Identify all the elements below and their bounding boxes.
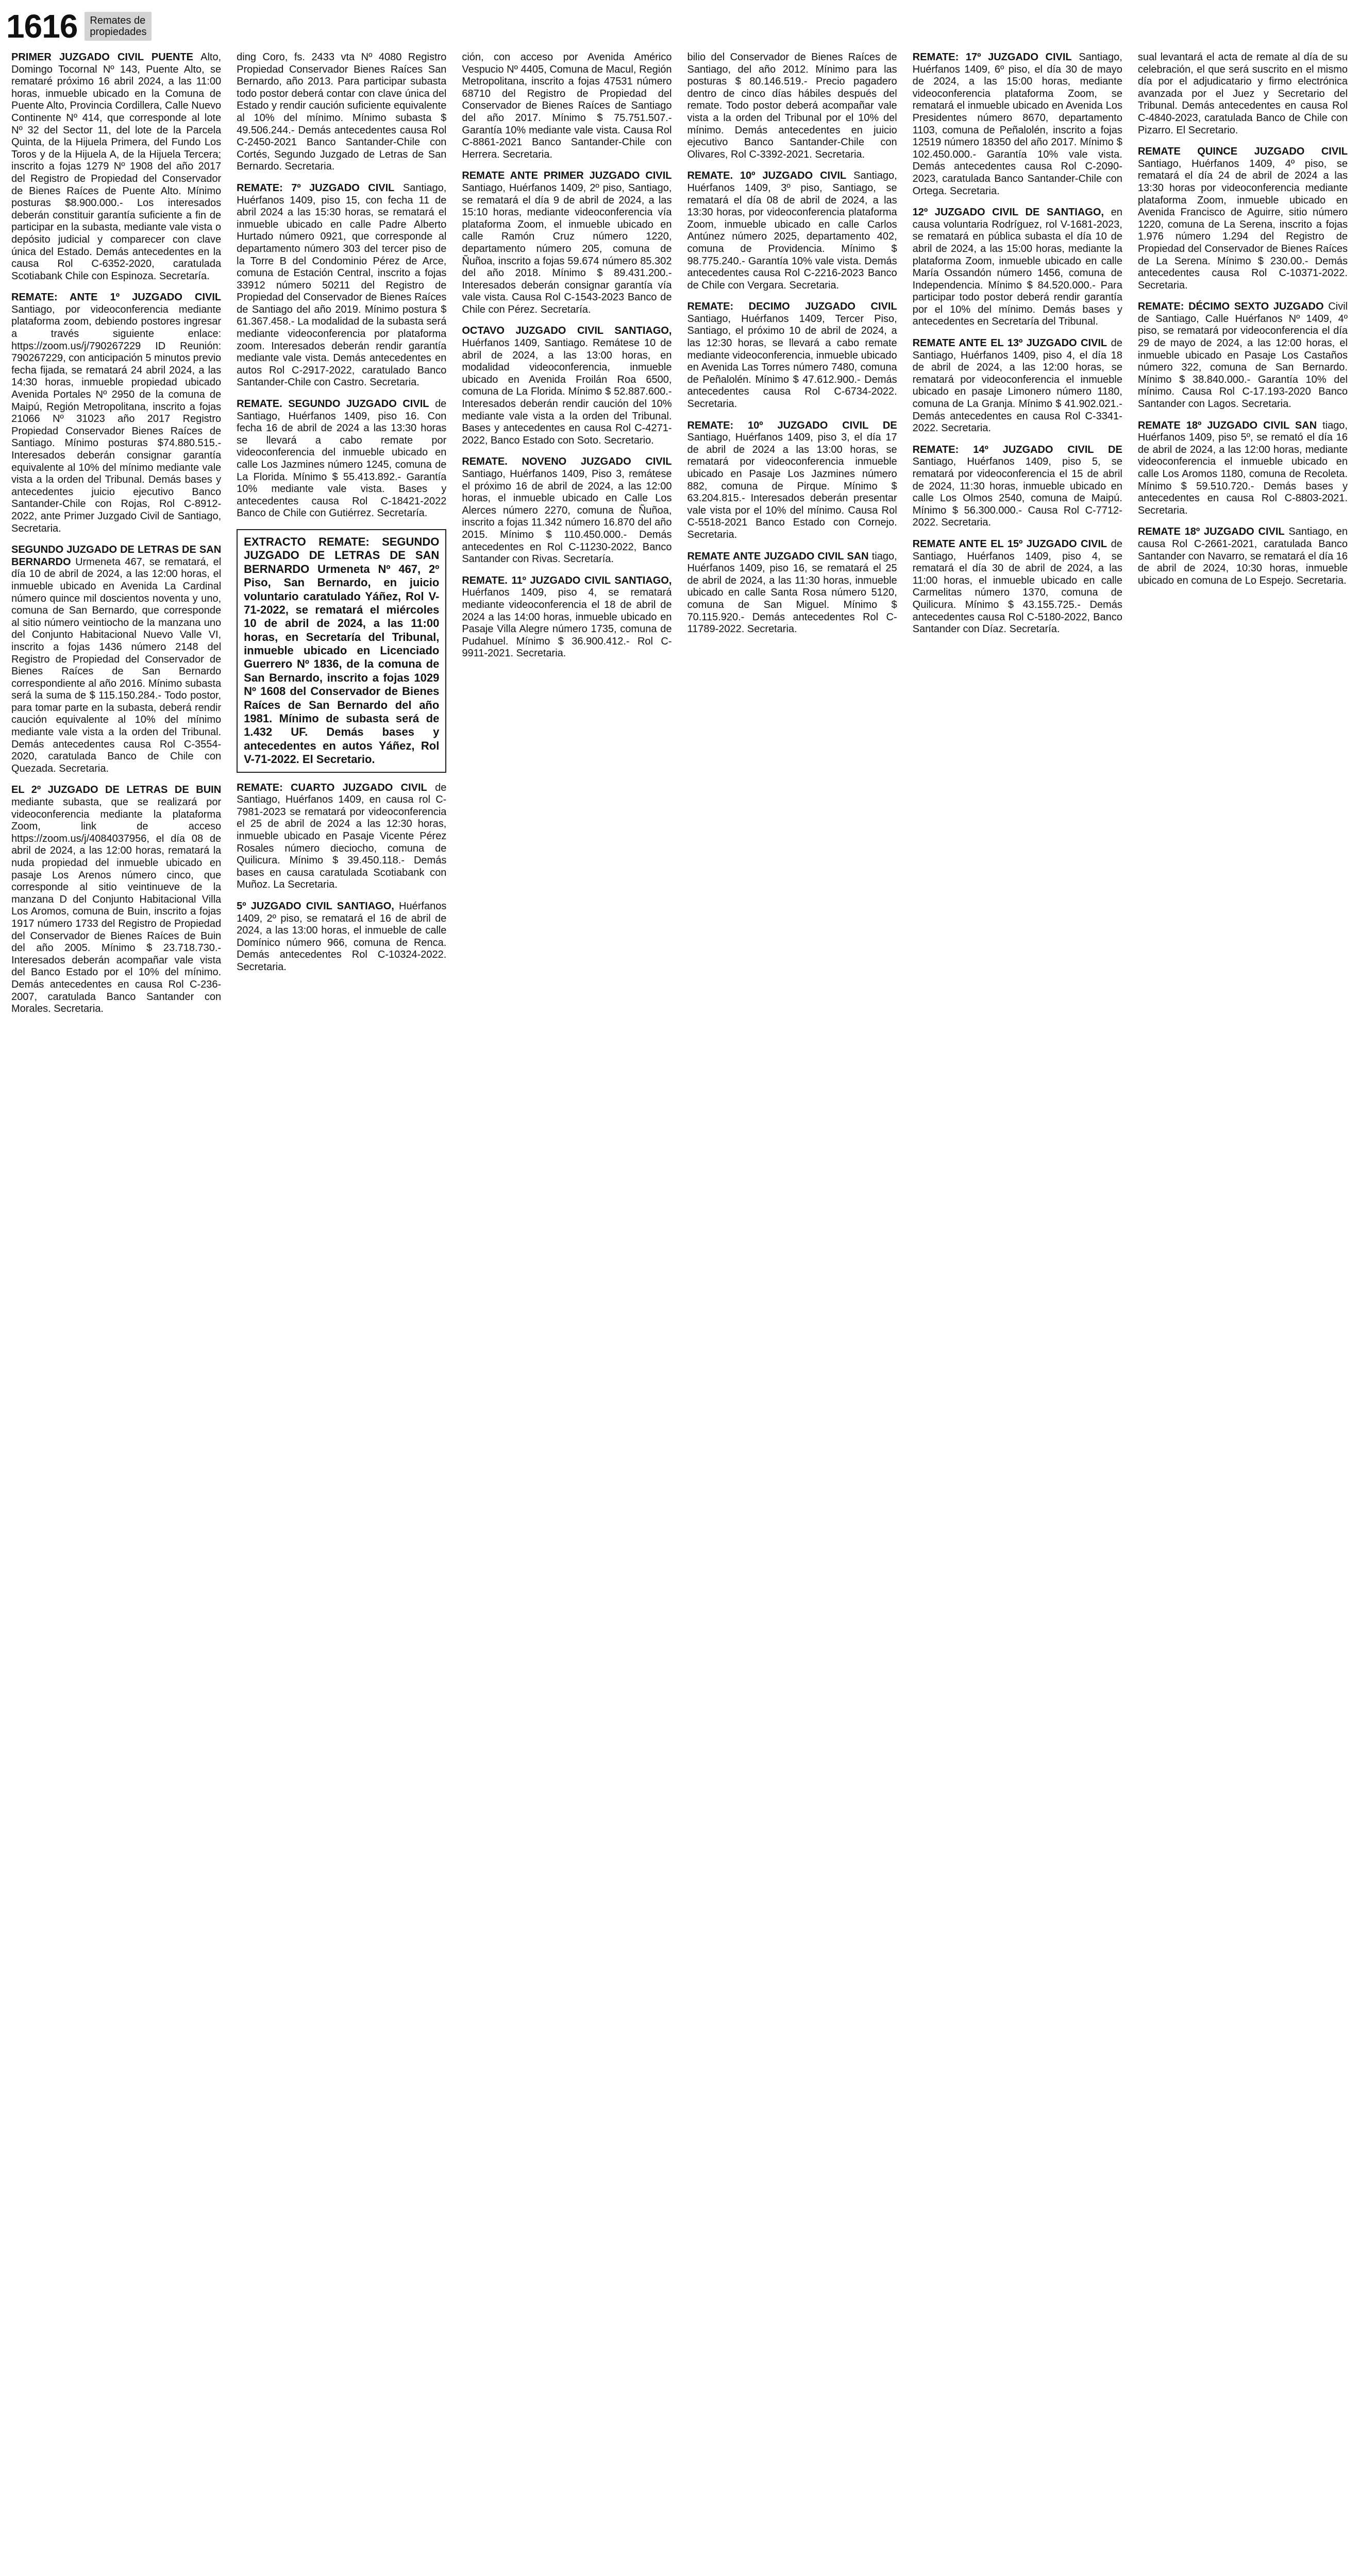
column-5 — [913, 52, 1122, 2576]
legal-notice — [237, 901, 446, 974]
notice-title: OCTAVO JUZGADO CIVIL SANTIAGO, — [462, 325, 672, 337]
legal-notice — [11, 52, 221, 282]
notice-title: REMATE: 10º JUZGADO CIVIL DE — [687, 419, 897, 431]
notice-title: REMATE: 17º JUZGADO CIVIL — [912, 52, 1072, 63]
notice-body: de Santiago, Huérfanos 1409, piso 16. Con fecha 16 de abril de 2024 a las 13:30 horas se llevará a cabo remate por videoconferencia del inmueble ubicado en calle Los Jazmines número 1245, comuna de La Florida. Mínimo $ 55.413.892.- Garantía 10% mediante vale vista. Bases y antecedentes causa Rol C-18421-2022 Banco de Chile con Gutiérrez. Secretaría. — [237, 398, 447, 519]
legal-notice — [913, 207, 1122, 328]
notice-body: Santiago, Huérfanos 1409, Piso 3, remátese el próximo 16 de abril de 2024, a las 12:00 horas, el inmueble ubicado en Calle Los Alerces número 2270, comuna de Ñuñoa, inscrito a fojas 11.342 número 16.870 del año 2015. Mínimo $ 110.450.000.- Demás antecedentes en Rol C-11230-2022, Banco Santander con Rivas. Secretaría. — [462, 468, 672, 565]
notice-title: REMATE: CUARTO JUZGADO CIVIL — [237, 782, 427, 793]
notice-title: REMATE 18º JUZGADO CIVIL SAN — [1137, 419, 1317, 431]
legal-notice — [11, 544, 221, 775]
column-4 — [687, 52, 897, 2576]
notice-title: 5º JUZGADO CIVIL SANTIAGO, — [237, 900, 394, 912]
notice-title: PRIMER JUZGADO CIVIL PUENTE — [11, 52, 194, 63]
notice-title: EXTRACTO REMATE: SEGUNDO JUZGADO DE LETRAS DE SAN BERNARDO — [244, 535, 440, 575]
legal-notice — [687, 170, 897, 292]
notice-body: Santiago, Huérfanos 1409, piso 5, se rematará por videoconferencia el 15 de abril de 2024, 11:30 horas, inmueble ubicado en calle Los Olmos 2540, comuna de Maipú. Mínimo $ 56.300.000.- Causa Rol C-7712-2022. Secretaria. — [912, 456, 1122, 529]
notice-title: REMATE ANTE EL 13º JUZGADO CIVIL — [912, 337, 1108, 349]
legal-notice — [687, 551, 897, 636]
notice-title: REMATE: 14º JUZGADO CIVIL DE — [912, 444, 1122, 455]
legal-notice — [687, 420, 897, 541]
notice-title: SEGUNDO JUZGADO DE LETRAS DE SAN BERNARDO — [11, 544, 222, 568]
notice-body: Santiago, por videoconferencia mediante plataforma zoom, debiendo postores ingresar a través siguiente enlace: https://zoom.us/j/790267229 ID Reunión: 790267229, con anticipación 5 minutos previo fecha fijada, se rematará 24 abril 2024, a las 14:30 horas, inmueble propiedad ubicado Avenida Portales Nº 2950 de la comuna de Maipú, Región Metropolitana, inscrito a fojas 21066 Nº 31023 año 2017 Registro Propiedad Conservador Bienes Raíces de Santiago. Mínimo posturas $74.880.515.- Interesados deberán consignar garantía equivalente al 10% del mínimo mediante vale vista a la orden del Tribunal. Demás bases y antecedentes juicio ejecutivo Banco Santander-Chile con Rojas, Rol C-8912-2022, ante Primer Juzgado Civil de Santiago, Secretaria. — [11, 303, 222, 534]
notice-title: REMATE: 7º JUZGADO CIVIL — [237, 182, 395, 194]
notice-body: Huérfanos 1409, piso 4, se rematará mediante videoconferencia el 18 de abril de 2024 a las 14:00 horas, inmueble ubicado en Pasaje Villa Alegre número 1735, comuna de Pudahuel. Mínimo $ 36.900.412.- Rol C-9911-2021. Secretaria. — [462, 587, 672, 659]
legal-notice — [1138, 526, 1348, 587]
legal-notice — [462, 52, 672, 161]
notice-body: en causa voluntaria Rodríguez, rol V-1681-2023, se rematará en pública subasta el día 10 de abril de 2024, a las 15:00 horas, mediante la plataforma Zoom, inmueble ubicado en calle María Ossandón número 1456, comuna de Independencia. Mínimo $ 84.520.000.- Para participar todo postor deberá rendir garantía por el 10% del mínimo. Demás bases y antecedentes en Secretaría del Tribunal. — [912, 207, 1122, 328]
legal-notice — [237, 782, 446, 891]
legal-notice — [11, 784, 221, 1015]
notice-body: Santiago, Huérfanos 1409, 4º piso, se rematará el día 24 de abril de 2024 a las 13:30 horas por videoconferencia mediante plataforma Zoom, inmueble ubicado en Avenida Francisco de Aguirre, sitio número 1220, comuna de La Serena, inscrito a fojas 1.976 número 1.294 del Registro de Propiedad del Conservador de Bienes Raíces de La Serena. Mínimo $ 230.00.- Demás antecedentes causa Rol C-10371-2022. Secretaria. — [1137, 158, 1348, 291]
legal-notice — [1138, 146, 1348, 292]
notice-title: REMATE QUINCE JUZGADO CIVIL — [1137, 146, 1348, 158]
notice-body: sual levantará el acta de remate al día de su celebración, el que será suscrito en el mismo día por el adjudicatario y firmo electrónica avanzada por el Juez y Secretario del Tribunal. Demás antecedentes en causa Rol C-4840-2023, caratulada Banco de Chile con Pizarro. El Secretario. — [1137, 52, 1348, 136]
legal-notice — [237, 529, 446, 773]
notice-title: REMATE ANTE JUZGADO CIVIL SAN — [687, 550, 869, 562]
column-6 — [1138, 52, 1348, 2576]
notice-body: de Santiago, Huérfanos 1409, en causa rol C-7981-2023 se rematará por videoconferencia el 25 de abril de 2024 a las 12:30 horas, inmueble ubicado en Pasaje Vicente Pérez Rosales número dieciocho, comuna de Quilicura. Mínimo $ 39.450.118.- Demás bases en causa caratulada Scotiabank con Muñoz. La Secretaria. — [237, 782, 447, 891]
notice-body: Alto, Domingo Tocornal Nº 143, Puente Alto, se remataré próximo 16 abril 2024, a las 11:00 horas, inmueble ubicado en la Comuna de Puente Alto, Provincia Cordillera, Calle Nuevo Continente Nº 414, que corresponde al lote Nº 32 del Sector 11, del lote de la Parcela Quinta, de la Hijuela Primera, del Fundo Los Toros y de la Hijuela A, de la Hijuela Tercera; inscrito a fojas 1279 Nº 1908 del año 2017 del Registro de Propiedad del Conservador de Bienes Raíces de Puente Alto. Mínimo posturas $8.900.000.- Los interesados deberán constituir garantía suficiente a fin de participar en la subasta, mediante vale vista o depósito judicial y comparecer con clave única del Estado. Demás antecedentes en la causa Rol C-6352-2020, caratulada Scotiabank Chile con Espinoza. Secretaría. — [11, 52, 222, 282]
legal-notice — [687, 52, 897, 161]
legal-notice — [237, 182, 446, 389]
legal-notice — [462, 325, 672, 447]
notice-body: mediante subasta, que se realizará por videoconferencia mediante la plataforma Zoom, link de acceso https://zoom.us/j/4084037956, el día 08 de abril de 2024, a las 12:00 horas, rematará la nuda propiedad del inmueble ubicado en pasaje Los Arenos número cinco, que corresponde al sitio veintinueve de la manzana D del Conjunto Habitacional Villa Los Aromos, comuna de Buin, inscrito a fojas 1917 número 1733 del Registro de Propiedad del Conservador de Bienes Raíces de Buin del año 2005. Mínimo $ 23.718.730.- Interesados deberán acompañar vale vista del Banco Estado por el 10% del mínimo. Demás antecedentes en causa Rol C-236-2007, caratulada Banco Santander con Morales. Secretaria. — [11, 796, 222, 1015]
notice-body: ding Coro, fs. 2433 vta Nº 4080 Registro Propiedad Conservador Bienes Raíces San Bernardo, año 2013. Para participar subasta todo postor deberá contar con clave única del Estado y rendir caución suficiente equivalente al 10% del mínimo. Mínimo subasta $ 49.506.244.- Demás antecedentes causa Rol C-2450-2021 Banco Santander-Chile con Cortés, Segundo Juzgado de Letras de San Bernardo. Secretaria. — [237, 52, 447, 173]
page-header — [6, 3, 152, 49]
column-2 — [237, 52, 446, 2576]
section-tag — [85, 12, 152, 41]
legal-notice — [11, 292, 221, 535]
notice-body: Santiago, en causa Rol C-2661-2021, caratulada Banco Santander con Navarro, se rematará el día 16 de abril de 2024, 10:30 horas, inmueble ubicado en comuna de Lo Espejo. Secretaria. — [1137, 526, 1348, 586]
notice-body: de Santiago, Huérfanos 1409, piso 4, el día 18 de abril de 2024, a las 12:00 horas, se rematará por videoconferencia el inmueble ubicado en pasaje Limonero número 1180, comuna de La Granja. Mínimo $ 41.902.021.- Demás antecedentes en causa Rol C-3341-2022. Secretaria. — [912, 337, 1122, 434]
notice-title: REMATE ANTE PRIMER JUZGADO CIVIL — [462, 170, 672, 182]
legal-notice — [913, 444, 1122, 529]
legal-notice — [1138, 420, 1348, 517]
legal-notice — [462, 456, 672, 565]
notice-title: 12º JUZGADO CIVIL DE SANTIAGO, — [912, 207, 1104, 218]
notice-body: Santiago, Huérfanos 1409, 3º piso, Santiago, se rematará el día 08 de abril de 2024, a las 13:30 horas, por videoconferencia plataforma Zoom, inmueble ubicado en calle Carlos Antúnez número 2025, departamento 402, comuna de Providencia. Mínimo $ 98.775.240.- Garantía 10% vale vista. Demás antecedentes causa Rol C-2216-2023 Banco de Chile con Vergara. Secretaria. — [687, 170, 897, 291]
legal-notice — [462, 170, 672, 316]
legal-notice — [913, 538, 1122, 636]
notice-body: Santiago, Huérfanos 1409, 2º piso, Santiago, se rematará el día 9 de abril de 2024, a las 15:10 horas, mediante videoconferencia vía plataforma Zoom, el inmueble ubicado en calle Ramón Cruz número 1220, departamento número 205, comuna de Ñuñoa, inscrito a fojas 59.674 número 85.302 del año 2018. Mínimo $ 89.431.200.- Interesados deberán consignar garantía vía vale vista. Causa Rol C-1543-2023 Banco de Chile con Pérez. Secretaría. — [462, 182, 672, 315]
legal-notice — [462, 575, 672, 660]
notice-body: ción, con acceso por Avenida Américo Vespucio Nº 4405, Comuna de Macul, Región Metropolitana, inscrito a fojas 47531 número 68710 del Registro de Propiedad del Conservador de Bienes Raíces de Santiago del año 2017. Mínimo $ 75.751.507.- Garantía 10% mediante vale vista. Causa Rol C-8861-2021 Banco Santander-Chile con Herrera. Secretaria. — [462, 52, 672, 160]
notice-body: Civil de Santiago, Calle Huérfanos Nº 1409, 4º piso, se rematará por videoconferencia el día 29 de mayo de 2024, a las 12:00 horas, el inmueble ubicado en Pasaje Los Castaños número 322, comuna de San Bernardo. Mínimo $ 38.840.000.- Garantía 10% del mínimo. Causa Rol C-17.193-2020 Banco Santander con Lagos. Secretaria. — [1137, 301, 1348, 410]
notice-body: de Santiago, Huérfanos 1409, piso 4, se rematará el día 30 de abril de 2024, a las 11:00 horas, el inmueble ubicado en calle Carmelitas número 1370, comuna de Quilicura. Mínimo $ 43.155.725.- Demás antecedentes causa Rol C-5180-2022, Banco Santander con Díaz. Secretaría. — [912, 538, 1122, 635]
page-number: 1616 — [6, 8, 78, 45]
column-1 — [11, 52, 221, 2576]
notice-body: Urmeneta 467, se rematará, el día 10 de abril de 2024, a las 12:00 horas, el inmueble ubicado en Avenida La Cardinal número quince mil doscientos noventa y uno, comuna de San Bernardo, que corresponde al sitio número veintiocho de la manzana uno del Conjunto Habitacional Nuevo Valle VI, inscrito a fojas 1436 número 2148 del Registro de Propiedad del Conservador de Bienes Raíces de San Bernardo correspondiente al año 2016. Mínimo subasta será la suma de $ 115.150.284.- Todo postor, para tomar parte en la subasta, deberá rendir caución equivalente al 10% del mínimo mediante vale vista a la orden del Tribunal. Demás antecedentes causa Rol C-3554-2020, caratulada Banco de Chile con Quezada. Secretaria. — [11, 556, 222, 774]
column-3 — [462, 52, 672, 2576]
legal-notice — [687, 301, 897, 410]
notice-body: Santiago, Huérfanos 1409, 6º piso, el día 30 de mayo de 2024, a las 15:00 horas, mediante videoconferencia plataforma Zoom, se rematará el inmueble ubicado en Avenida Los Presidentes número 8670, departamento 1103, comuna de Peñalolén, inscrito a fojas 12519 número 18350 del año 2017. Mínimo $ 102.450.000.- Garantía 10% vale vista. Demás antecedentes causa Rol C-2090-2023, caratulada Banco Santander-Chile con Ortega. Secretaria. — [912, 52, 1122, 197]
notice-body: Huérfanos 1409, Santiago. Remátese 10 de abril de 2024, a las 13:00 horas, en modalidad videoconferencia, inmueble ubicado en Avenida Froilán Roa 6500, comuna de La Florida. Mínimo $ 52.887.600.- Interesados deberán rendir caución del 10% mediante vale vista a la orden del Tribunal. Bases y antecedentes en causa Rol C-4271-2022, Banco Estado con Soto. Secretario. — [462, 337, 672, 446]
section-tag-line1: Remates de — [90, 15, 146, 26]
legal-notice — [1138, 52, 1348, 137]
notice-title: REMATE: DÉCIMO SEXTO JUZGADO — [1137, 301, 1324, 313]
notice-title: REMATE. 10º JUZGADO CIVIL — [687, 170, 847, 182]
notice-title: REMATE: DECIMO JUZGADO CIVIL — [687, 301, 897, 313]
notice-body: tiago, Huérfanos 1409, piso 5º, se remató el día 16 de abril de 2024, a las 12:00 horas, mediante videoconferencia el inmueble ubicado en calle Los Aromos 1180, comuna de Recoleta. Mínimo $ 59.510.720.- Demás bases y antecedentes en causa Rol C-8803-2021. Secretaria. — [1137, 419, 1348, 516]
section-tag-line2: propiedades — [90, 26, 147, 38]
notice-body: Urmeneta Nº 467, 2º Piso, San Bernardo, en juicio voluntario caratulado Yáñez, Rol V-71-2022, se rematará el miércoles 10 de abril de 2024, a las 11:00 horas, en Secretaría del Tribunal, inmueble ubicado en Licenciado Guerrero Nº 1836, de la comuna de San Bernardo, inscrito a fojas 1029 Nº 1608 del Conservador de Bienes Raíces de San Bernardo del año 1981. Mínimo de subasta será de 1.432 UF. Demás bases y antecedentes en autos Yáñez, Rol V-71-2022. El Secretario. — [244, 562, 440, 766]
notice-title: REMATE 18º JUZGADO CIVIL — [1137, 526, 1285, 538]
notice-title: REMATE. NOVENO JUZGADO CIVIL — [462, 456, 672, 468]
legal-notice — [913, 337, 1122, 435]
notice-title: REMATE. SEGUNDO JUZGADO CIVIL — [237, 398, 429, 410]
legal-notice — [1138, 301, 1348, 410]
legal-notice — [237, 52, 446, 173]
notice-body: tiago, Huérfanos 1409, piso 16, se rematará el 25 de abril de 2024, a las 11:30 horas, inmueble ubicado en calle Santa Rosa número 5120, comuna de San Miguel. Mínimo $ 70.115.920.- Demás antecedentes Rol C-11789-2022. Secretaria. — [687, 550, 897, 635]
notice-columns — [0, 52, 1359, 2576]
notice-body: Santiago, Huérfanos 1409, piso 3, el día 17 de abril de 2024 a las 13:00 horas, se rematará por videoconferencia inmueble ubicado en Pasaje Los Jazmines número 882, comuna de Pirque. Mínimo $ 63.204.815.- Interesados deberán presentar vale vista por el 10% del mínimo. Causa Rol C-5518-2021 Banco Estado con Cornejo. Secretaria. — [687, 432, 897, 540]
legal-notice — [237, 398, 446, 520]
legal-notice — [913, 52, 1122, 197]
notice-body: Huérfanos 1409, 2º piso, se rematará el 16 de abril de 2024, a las 13:00 horas, el inmueble de calle Domínico número 966, comuna de Renca. Demás antecedentes Rol C-10324-2022. Secretaria. — [237, 900, 447, 973]
notice-body: Santiago, Huérfanos 1409, Tercer Piso, Santiago, el próximo 10 de abril de 2024, a las 12:30 horas, se llevará a cabo remate mediante videoconferencia, inmueble ubicado en Avenida Las Torres número 7480, comuna de Peñalolén. Mínimo $ 47.612.900.- Demás antecedentes causa Rol C-6734-2022. Secretaria. — [687, 313, 897, 410]
notice-body: Santiago, Huérfanos 1409, piso 15, con fecha 11 de abril 2024 a las 15:30 horas, se rematará el inmueble ubicado en calle Padre Alberto Hurtado número 0921, que corresponde al departamento número 303 del tercer piso de la Torre B del Condominio Pérez de Arce, comuna de Estación Central, inscrito a fojas 33912 número 50211 del Registro de Propiedad del Conservador de Bienes Raíces de Santiago del año 2019. Mínimo postura $ 61.367.458.- La modalidad de la subasta será mediante videoconferencia por plataforma zoom. Interesados deberán rendir garantía mediante vale vista. Demás antecedentes en autos Rol C-2917-2022, caratulado Banco Santander-Chile con Castro. Secretaria. — [237, 182, 447, 388]
notice-title: REMATE. 11º JUZGADO CIVIL SANTIAGO, — [462, 574, 672, 586]
notice-title: EL 2º JUZGADO DE LETRAS DE BUIN — [11, 784, 222, 796]
notice-title: REMATE: ANTE 1º JUZGADO CIVIL — [11, 292, 222, 303]
notice-title: REMATE ANTE EL 15º JUZGADO CIVIL — [912, 538, 1108, 550]
notice-body: bilio del Conservador de Bienes Raíces de Santiago, del año 2012. Mínimo para las posturas $ 80.146.519.- Precio pagadero dentro de cinco días hábiles después del remate. Todo postor deberá acompañar vale vista a la orden del Tribunal por el 10% del mínimo. Demás antecedentes en juicio ejecutivo Banco Santander-Chile con Olivares, Rol C-3392-2021. Secretaria. — [687, 52, 897, 160]
